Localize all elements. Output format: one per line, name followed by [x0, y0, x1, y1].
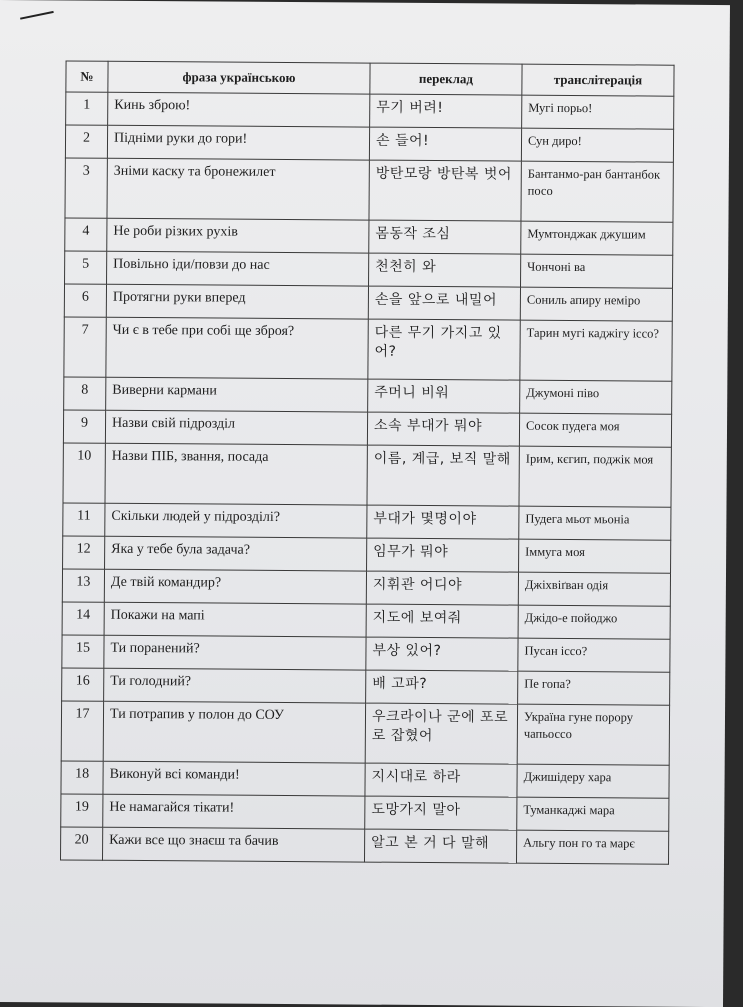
transliteration: Україна гуне порору чапьоссо	[517, 704, 669, 765]
table-row	[61, 794, 669, 831]
table-row	[60, 827, 668, 864]
table-row	[62, 668, 670, 705]
phrase-ukrainian: Ти голодний?	[104, 668, 366, 703]
phrase-ukrainian: Ти потрапив у полон до СОУ	[103, 701, 365, 763]
row-number: 14	[62, 602, 104, 635]
phrase-ukrainian: Повільно іди/повзи до нас	[107, 251, 369, 286]
transliteration: Пусан іссо?	[518, 638, 670, 672]
phrase-table	[60, 60, 675, 864]
translation-korean: 부대가 몇명이야	[367, 505, 519, 539]
translation-korean: 도망가지 말아	[365, 796, 517, 830]
phrase-ukrainian: Покажи на мапі	[104, 602, 366, 637]
row-number: 3	[65, 158, 107, 218]
phrase-ukrainian: Виконуй всі команди!	[103, 761, 365, 796]
table-row	[63, 503, 671, 540]
translation-korean: 알고 본 거 다 말해	[364, 829, 516, 863]
phrase-ukrainian: Назви свій підрозділ	[105, 410, 367, 445]
translation-korean: 지휘관 어디야	[366, 571, 518, 605]
translation-korean: 주머니 비워	[368, 379, 520, 413]
translation-korean: 배 고파?	[366, 670, 518, 704]
row-number: 10	[63, 443, 105, 503]
transliteration: Джідо-е пойоджо	[518, 605, 670, 639]
table-row	[62, 635, 670, 672]
translation-korean: 무기 버려!	[370, 94, 522, 128]
transliteration: Мугі порьо!	[522, 95, 674, 129]
row-number: 1	[66, 92, 108, 125]
row-number: 11	[63, 503, 105, 536]
transliteration: Пудега мьот мьоніа	[519, 506, 671, 540]
table-row	[64, 377, 672, 414]
transliteration: Джишідеру хара	[517, 764, 669, 798]
transliteration: Бантанмо-ран бантанбок посо	[521, 161, 673, 222]
row-number: 5	[65, 251, 107, 284]
transliteration: Іммуга моя	[519, 539, 671, 573]
translation-korean: 소속 부대가 뭐야	[367, 412, 519, 446]
transliteration: Туманкаджі мара	[517, 797, 669, 831]
row-number: 17	[61, 701, 103, 761]
row-number: 16	[62, 668, 104, 701]
table-row	[63, 410, 671, 447]
header-num: №	[66, 61, 108, 92]
row-number: 13	[62, 569, 104, 602]
transliteration: Чончоні ва	[521, 254, 673, 288]
phrase-ukrainian: Кажи все що знаєш та бачив	[102, 827, 364, 862]
translation-korean: 몸동작 조심	[369, 220, 521, 254]
table-row	[65, 158, 673, 222]
transliteration: Джіхвіґван одія	[518, 572, 670, 606]
header-translation: переклад	[370, 63, 522, 95]
transliteration: Мумтонджак джушим	[521, 221, 673, 255]
transliteration: Сун дирo!	[521, 128, 673, 162]
header-phrase: фраза українською	[108, 61, 370, 94]
transliteration: Сониль апиру неміро	[520, 287, 672, 321]
phrase-ukrainian: Протягни руки вперед	[106, 284, 368, 319]
translation-korean: 부상 있어?	[366, 637, 518, 671]
phrase-ukrainian: Кинь зброю!	[108, 92, 370, 127]
table-row	[62, 602, 670, 639]
row-number: 2	[65, 125, 107, 158]
translation-korean: 임무가 뭐야	[367, 538, 519, 572]
row-number: 6	[64, 284, 106, 317]
row-number: 9	[63, 410, 105, 443]
translation-korean: 방탄모랑 방탄복 벗어	[369, 160, 521, 221]
translation-korean: 지도에 보여줘	[366, 604, 518, 638]
table-row	[61, 701, 669, 765]
phrase-ukrainian: Не роби різких рухів	[107, 218, 369, 253]
phrase-ukrainian: Підніми руки до гори!	[107, 125, 369, 160]
row-number: 4	[65, 218, 107, 251]
table-header-row	[66, 61, 674, 96]
table-row	[64, 317, 672, 381]
table-row	[65, 251, 673, 288]
transliteration: Альгу пон го та марє	[516, 830, 668, 864]
row-number: 15	[62, 635, 104, 668]
phrase-ukrainian: Скільки людей у підрозділі?	[105, 503, 367, 538]
row-number: 7	[64, 317, 106, 377]
table-row	[63, 536, 671, 573]
table-row	[65, 125, 673, 162]
table-body	[60, 92, 673, 864]
translation-korean: 다른 무기 가지고 있어?	[368, 319, 520, 380]
transliteration: Тарин мугі каджігу іссо?	[520, 320, 672, 381]
translation-korean: 지시대로 하라	[365, 763, 517, 797]
row-number: 18	[61, 761, 103, 794]
row-number: 19	[61, 794, 103, 827]
row-number: 20	[60, 827, 102, 860]
table-row	[64, 284, 672, 321]
phrase-ukrainian: Назви ПІБ, звання, посада	[105, 443, 367, 505]
header-transliteration: транслітерація	[522, 64, 674, 96]
transliteration: Сосок пудега моя	[519, 413, 671, 447]
table-row	[66, 92, 674, 129]
translation-korean: 손 들어!	[369, 127, 521, 161]
translation-korean: 이름, 계급, 보직 말해	[367, 445, 519, 506]
transliteration: Пе гопа?	[518, 671, 670, 705]
translation-korean: 우크라이나 군에 포로로 잡혔어	[365, 703, 517, 764]
phrase-ukrainian: Ти поранений?	[104, 635, 366, 670]
translation-korean: 천천히 와	[369, 253, 521, 287]
table-row	[63, 443, 671, 507]
phrase-ukrainian: Виверни кармани	[106, 377, 368, 412]
table-row	[65, 218, 673, 255]
phrase-ukrainian: Яка у тебе була задача?	[105, 536, 367, 571]
table-row	[61, 761, 669, 798]
row-number: 12	[63, 536, 105, 569]
phrase-ukrainian: Зніми каску та бронежилет	[107, 158, 369, 220]
translation-korean: 손을 앞으로 내밀어	[368, 286, 520, 320]
phrase-ukrainian: Не намагайся тікати!	[103, 794, 365, 829]
pen-mark	[20, 11, 54, 20]
table-row	[62, 569, 670, 606]
transliteration: Джумоні піво	[520, 380, 672, 414]
row-number: 8	[64, 377, 106, 410]
transliteration: Ірим, кєгип, поджік моя	[519, 446, 671, 507]
phrase-ukrainian: Чи є в тебе при собі ще зброя?	[106, 317, 368, 379]
phrase-ukrainian: Де твій командир?	[104, 569, 366, 604]
